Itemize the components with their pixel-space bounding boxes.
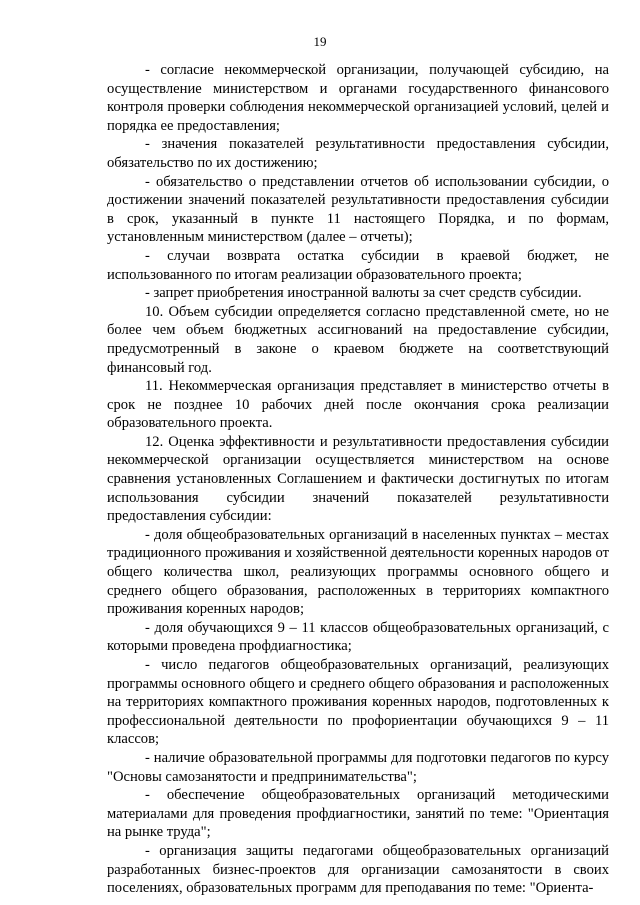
paragraph: - обеспечение общеобразовательных организаций методическими материалами для проведения профдиагностики, занятий по теме: "Ориентация на рынке труда";: [107, 787, 609, 841]
paragraph: - согласие некоммерческой организации, получающей субсидию, на осуществление министерством и органами государственного финансового контроля проверки соблюдения некоммерческой организацией условий, целей и порядка ее предоставления;: [107, 62, 609, 134]
page-number: 19: [313, 34, 327, 49]
paragraph: - число педагогов общеобразовательных организаций, реализующих программы основного общего и среднего общего образования и расположенных на территориях компактного проживания коренных народов, подготовленных к профессиональной деятельности по профориентации обучающихся 9 – 11 классов;: [107, 657, 609, 748]
paragraph: 12. Оценка эффективности и результативности предоставления субсидии некоммерческой организации осуществляется министерством на основе сравнения установленных Соглашением и фактически достигнутых по итогам использования субсидии значений показателей результативности предоставления субсидии:: [107, 433, 609, 525]
paragraph: 10. Объем субсидии определяется согласно представленной смете, но не более чем объем бюджетных ассигнований на предоставление субсидии, предусмотренный в законе о краевом бюджете на соответствующий финансовый год.: [107, 303, 609, 376]
paragraph: - значения показателей результативности предоставления субсидии, обязательство по их достижению;: [107, 136, 609, 171]
paragraph: - обязательство о представлении отчетов об использовании субсидии, о достижении значений показателей результативности предоставления субсидии в срок, указанный в пункте 11 настоящего Порядка, и по формам, установленным министерством (далее – отчеты);: [107, 173, 609, 246]
paragraph: - случаи возврата остатка субсидии в краевой бюджет, не использованного по итогам реализации образовательного проекта;: [107, 247, 609, 283]
paragraph: 11. Некоммерческая организация представляет в министерство отчеты в срок не позднее 10 рабочих дней после окончания срока реализации образовательного проекта.: [107, 378, 609, 432]
document-body: [107, 61, 609, 898]
paragraph: - организация защиты педагогами общеобразовательных организаций разработанных бизнес-проектов для организации самозанятости в своих поселениях, образовательных программ для преподавания по теме: "Ориента-: [107, 842, 609, 897]
paragraph: - доля общеобразовательных организаций в населенных пунктах – местах традиционного проживания и хозяйственной деятельности коренных народов от общего количества школ, реализующих программы основного общего и среднего общего образования, расположенных в территориях компактного проживания коренных народов;: [107, 526, 609, 618]
paragraph: - наличие образовательной программы для подготовки педагогов по курсу "Основы самозанятости и предпринимательства";: [107, 749, 609, 785]
paragraph: - доля обучающихся 9 – 11 классов общеобразовательных организаций, с которыми проведена профдиагностика;: [107, 619, 609, 655]
paragraph: - запрет приобретения иностранной валюты за счет средств субсидии.: [145, 285, 582, 302]
